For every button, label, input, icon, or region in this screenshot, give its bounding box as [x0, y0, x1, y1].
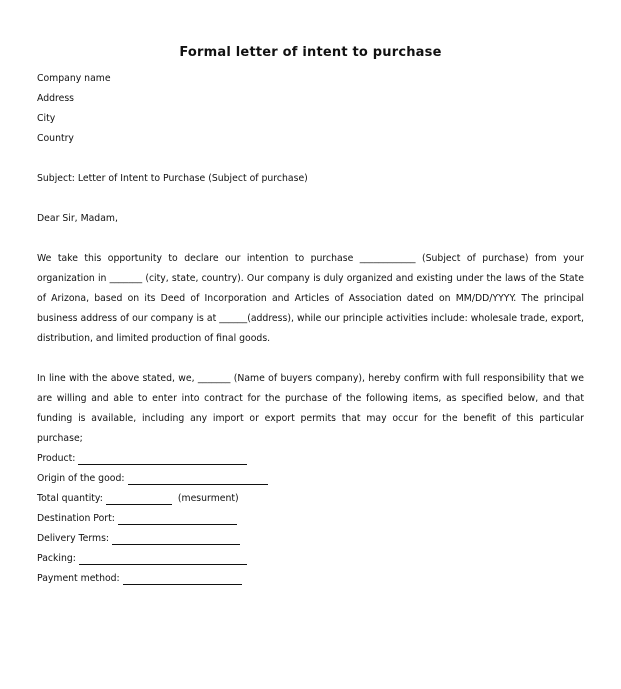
city-line: City: [37, 113, 56, 124]
quantity-unit: (mesurment): [177, 493, 239, 504]
subject-line: Subject: Letter of Intent to Purchase (Subject of purchase): [37, 173, 308, 184]
delivery-terms-label: Delivery Terms:: [37, 533, 110, 544]
payment-method-label: Payment method:: [37, 573, 120, 584]
document-title: Formal letter of intent to purchase: [179, 45, 442, 60]
country-line: Country: [37, 133, 74, 144]
product-blank[interactable]: [78, 454, 247, 465]
destination-port-blank[interactable]: [118, 514, 237, 525]
company-name-line: Company name: [37, 73, 111, 84]
destination-port-label: Destination Port:: [37, 513, 115, 524]
quantity-blank[interactable]: [106, 494, 172, 505]
quantity-label: Total quantity:: [37, 493, 103, 504]
confirmation-paragraph: In line with the above stated, we, _______ (Name of buyers company), hereby confirm with full responsibility that we are willing and able to enter into contract for the purchase of the following items, as specified below, and that funding is available, including any import or export permits that may occur for the benefit of this particular purchase;: [37, 373, 584, 444]
origin-field: [37, 473, 268, 485]
delivery-terms-blank[interactable]: [112, 534, 240, 545]
destination-port-field: [37, 513, 237, 525]
payment-method-field: [37, 573, 242, 585]
packing-blank[interactable]: [79, 554, 247, 565]
packing-field: [37, 553, 247, 565]
quantity-field: [37, 493, 239, 505]
salutation: Dear Sir, Madam,: [37, 213, 118, 224]
payment-method-blank[interactable]: [123, 574, 242, 585]
product-label: Product:: [37, 453, 76, 464]
origin-blank[interactable]: [128, 474, 268, 485]
intent-paragraph: We take this opportunity to declare our intention to purchase ____________ (Subject of purchase) from your organization in _______ (city, state, country). Our company is duly organized and existing under the laws of the State of Arizona, based on its Deed of Incorporation and Articles of Association dated on MM/DD/YYYY. The principal business address of our company is at ______(address), while our principle activities include: wholesale trade, export, distribution, and limited production of final goods.: [37, 253, 584, 344]
delivery-terms-field: [37, 533, 240, 545]
origin-label: Origin of the good:: [37, 473, 125, 484]
address-line: Address: [37, 93, 75, 104]
packing-label: Packing:: [37, 553, 76, 564]
product-field: [37, 453, 247, 465]
